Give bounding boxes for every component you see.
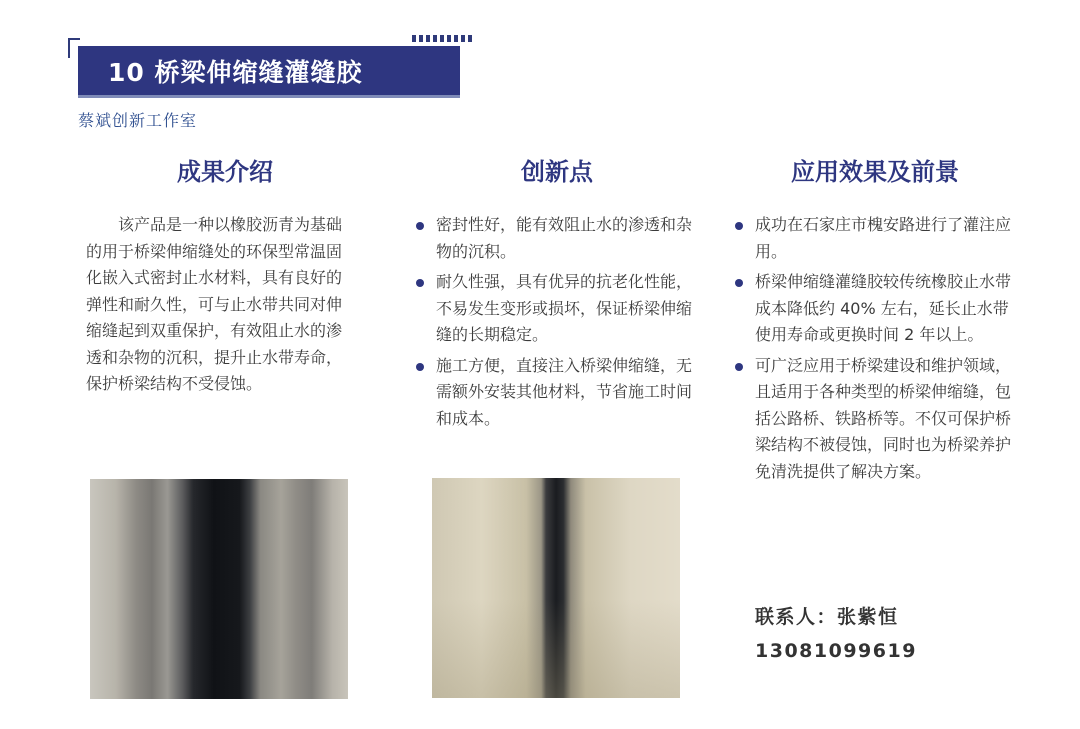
achievement-heading: 成果介绍 bbox=[177, 158, 273, 186]
contact-phone: 13081099619 bbox=[755, 640, 917, 662]
header-decoration bbox=[412, 35, 472, 42]
list-item: 耐久性强，具有优异的抗老化性能，不易发生变形或损坏，保证桥梁伸缩缝的长期稳定。 bbox=[414, 269, 696, 349]
contact-block bbox=[755, 600, 917, 668]
list-item: 可广泛应用于桥梁建设和维护领域，且适用于各种类型的桥梁伸缩缝，包括公路桥、铁路桥等。不仅可保护桥梁结构不被侵蚀，同时也为桥梁养护免清洗提供了解决方案。 bbox=[733, 353, 1011, 486]
application-heading: 应用效果及前景 bbox=[791, 158, 959, 186]
page-title: 10 桥梁伸缩缝灌缝胶 bbox=[78, 46, 460, 98]
page-subtitle: 蔡斌创新工作室 bbox=[78, 111, 198, 130]
contact-name: 联系人：张紫恒 bbox=[755, 606, 899, 628]
expansion-joint-photo bbox=[90, 479, 348, 699]
achievement-text: 该产品是一种以橡胶沥青为基础的用于桥梁伸缩缝处的环保型常温固化嵌入式密封止水材料，具有良好的弹性和耐久性，可与止水带共同对伸缩缝起到双重保护，有效阻止水的渗透和杂物的沉积，提升止水带寿命，保护桥梁结构不受侵蚀。 bbox=[86, 215, 343, 393]
list-item: 密封性好，能有效阻止水的渗透和杂物的沉积。 bbox=[414, 212, 696, 265]
list-item: 桥梁伸缩缝灌缝胶较传统橡胶止水带成本降低约 40% 左右，延长止水带使用寿命或更换时间 2 年以上。 bbox=[733, 269, 1011, 349]
bridge-joint-photo bbox=[432, 478, 680, 698]
list-item: 成功在石家庄市槐安路进行了灌注应用。 bbox=[733, 212, 1011, 265]
list-item: 施工方便，直接注入桥梁伸缩缝，无需额外安装其他材料，节省施工时间和成本。 bbox=[414, 353, 696, 433]
application-list bbox=[733, 212, 1011, 489]
innovation-heading: 创新点 bbox=[521, 158, 593, 186]
innovation-list bbox=[414, 212, 696, 436]
